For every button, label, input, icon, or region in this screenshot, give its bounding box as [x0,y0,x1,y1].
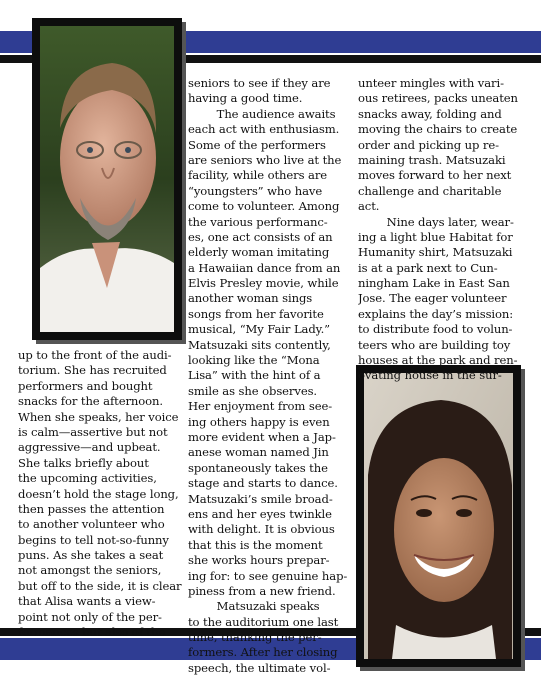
text-line: begins to tell not-so-funny [18,532,169,547]
text-line: Nine days later, wear- [358,214,514,229]
text-line: Matsuzaki sits contently, [188,337,331,352]
portrait-photo-icon [32,18,182,340]
text-line: ing for: to see genuine hap- [188,568,348,583]
portrait-photo-icon [356,365,521,667]
text-line: snacks away, folding and [358,106,502,121]
text-line: formances but also of the [18,625,166,640]
text-line: time, thanking the per- [188,630,322,645]
text-line: puns. As she takes a seat [18,548,164,563]
text-line: When she speaks, her voice [18,409,179,424]
article-column-2 [188,76,353,676]
text-line: with delight. It is obvious [188,522,335,537]
article-column-3 [358,76,528,384]
text-line: “youngsters” who have [188,183,323,198]
text-line: the various performanc- [188,214,328,229]
text-line: ens and her eyes twinkle [188,506,332,521]
text-line: She talks briefly about [18,455,149,470]
text-line: challenge and charitable [358,183,502,198]
text-line: aggressive—and upbeat. [18,440,161,455]
text-line: explains the day’s mission: [358,306,514,321]
text-line: elderly woman imitating [188,245,330,260]
text-line: another woman sings [188,291,313,306]
text-line: to the auditorium one last [188,614,339,629]
text-line: having a good time. [188,91,303,106]
text-line: es, one act consists of an [188,229,333,244]
text-line: the upcoming activities, [18,471,157,486]
text-line: point not only of the per- [18,609,162,624]
text-line: is calm—assertive but not [18,424,168,439]
text-line: anese woman named Jin [188,445,329,460]
text-line: speech, the ultimate vol- [188,660,331,675]
text-line: order and picking up re- [358,137,499,152]
text-line: not amongst the seniors, [18,563,162,578]
text-line: moves forward to her next [358,168,512,183]
article-column-1 [18,348,188,640]
text-line: performers and bought [18,378,153,393]
text-line: moving the chairs to create [358,122,518,137]
text-line: snacks for the afternoon. [18,394,163,409]
text-line: smile as she observes. [188,383,318,398]
text-line: ing others happy is even [188,414,330,429]
text-line: songs from her favorite [188,306,324,321]
text-line: The audience awaits [188,106,336,121]
text-line: ous retirees, packs uneaten [358,91,518,106]
text-line: act. [358,199,380,214]
woman-portrait-photo [356,365,521,667]
text-line: to distribute food to volun- [358,322,513,337]
text-line: Matsuzaki speaks [188,599,320,614]
text-line: ovating house in the sur- [358,368,502,383]
text-line: a Hawaiian dance from an [188,260,341,275]
text-line: Some of the performers [188,137,326,152]
text-line: that this is the moment [188,537,323,552]
text-line: to another volunteer who [18,517,165,532]
text-line: Lisa” with the hint of a [188,368,321,383]
text-line: maining trash. Matsuzaki [358,152,506,167]
text-line: but off to the side, it is clear [18,578,182,593]
text-line: Her enjoyment from see- [188,399,333,414]
text-line: piness from a new friend. [188,583,336,598]
text-line: Elvis Presley movie, while [188,276,339,291]
text-line: Jose. The eager volunteer [358,291,507,306]
text-line: come to volunteer. Among [188,199,340,214]
text-line: houses at the park and ren- [358,353,518,368]
text-line: doesn’t hold the stage long, [18,486,179,501]
text-line: ing a light blue Habitat for [358,229,513,244]
text-line: up to the front of the audi- [18,348,172,362]
text-line: torium. She has recruited [18,363,167,378]
text-line: teers who are building toy [358,337,511,352]
text-line: Matsuzaki’s smile broad- [188,491,333,506]
man-portrait-photo [32,18,182,340]
text-line: ningham Lake in East San [358,276,510,291]
text-line: unteer mingles with vari- [358,76,504,90]
text-line: that Alisa wants a view- [18,594,156,609]
text-line: Humanity shirt, Matsuzaki [358,245,513,260]
text-line: spontaneously takes the [188,460,328,475]
text-line: musical, “My Fair Lady.” [188,322,330,337]
text-line: is at a park next to Cun- [358,260,498,275]
text-line: more evident when a Jap- [188,429,336,444]
text-line: looking like the “Mona [188,353,320,368]
text-line: formers. After her closing [188,645,338,660]
text-line: facility, while others are [188,168,328,183]
text-line: then passes the attention [18,501,165,516]
text-line: each act with enthusiasm. [188,122,340,137]
text-line: are seniors who live at the [188,152,342,167]
text-line: stage and starts to dance. [188,476,338,491]
text-line: she works hours prepar- [188,553,330,568]
text-line: seniors to see if they are [188,76,331,90]
